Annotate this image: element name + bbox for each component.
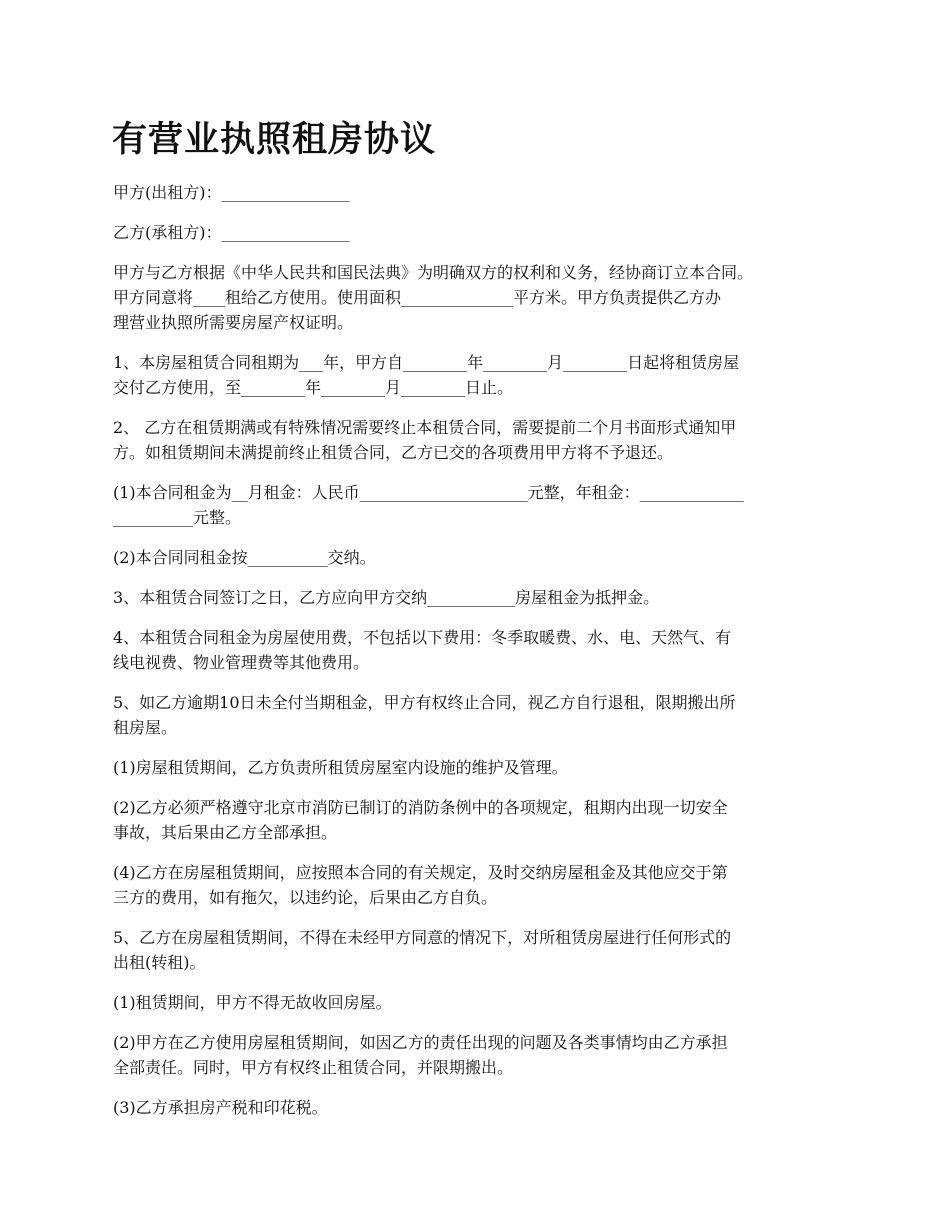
clause-fire-safety: (2)乙方必须严格遵守北京市消防已制订的消防条例中的各项规定，租期内出现一切安全 事故，其后果由乙方全部承担。 — [113, 798, 728, 842]
clause-3-deposit: 3、本租赁合同签订之日，乙方应向甲方交纳___________房屋租金为抵押金。 — [113, 588, 660, 607]
clause-taxes: (3)乙方承担房产税和印花税。 — [113, 1098, 328, 1117]
party-a-line: 甲方(出租方)：________________ — [113, 183, 350, 202]
preamble-paragraph: 甲方与乙方根据《中华人民共和国民法典》为明确双方的权利和义务，经协商订立本合同。 甲方同意将____租给乙方使用。使用面积______________平方米。甲方负责提供乙方办 理营业执照所需要房屋产权证明。 — [113, 263, 754, 332]
clause-5-overdue: 5、如乙方逾期10日未全付当期租金，甲方有权终止合同，视乙方自行退租，限期搬出所 租房屋。 — [113, 693, 736, 737]
clause-rent-amount: (1)本合同租金为__月租金：人民币_____________________元整，年租金：_____________ __________元整。 — [113, 483, 744, 527]
clause-5-sublet: 5、乙方在房屋租赁期间，不得在未经甲方同意的情况下，对所租赁房屋进行任何形式的 出租(转租)。 — [113, 928, 732, 972]
clause-maintenance: (1)房屋租赁期间，乙方负责所租赁房屋室内设施的维护及管理。 — [113, 758, 568, 777]
clause-third-party-fees: (4)乙方在房屋租赁期间，应按照本合同的有关规定，及时交纳房屋租金及其他应交于第 三方的费用，如有拖欠，以违约论，后果由乙方自负。 — [113, 863, 728, 907]
clause-no-repossession: (1)租赁期间，甲方不得无故收回房屋。 — [113, 993, 392, 1012]
clause-4-fees: 4、本租赁合同租金为房屋使用费，不包括以下费用：冬季取暖费、水、电、天然气、有 线电视费、物业管理费等其他费用。 — [113, 628, 732, 672]
clause-2-termination: 2、 乙方在租赁期满或有特殊情况需要终止本租赁合同，需要提前二个月书面形式通知甲 方。如租赁期间未满提前终止租赁合同，乙方已交的各项费用甲方将不予退还。 — [113, 418, 737, 462]
party-b-line: 乙方(承租方)：________________ — [113, 223, 350, 242]
document-title: 有营业执照租房协议 — [112, 119, 437, 160]
clause-responsibility: (2)甲方在乙方使用房屋租赁期间，如因乙方的责任出现的问题及各类事情均由乙方承担 全部责任。同时，甲方有权终止租赁合同，并限期搬出。 — [113, 1033, 728, 1077]
document-body — [113, 180, 848, 1135]
clause-rent-payment: (2)本合同同租金按__________交纳。 — [113, 548, 376, 567]
clause-1-term: 1、本房屋租赁合同租期为___年，甲方自________年________月________日起将租赁房屋 交付乙方使用，至________年________月________日止。 — [113, 353, 740, 397]
